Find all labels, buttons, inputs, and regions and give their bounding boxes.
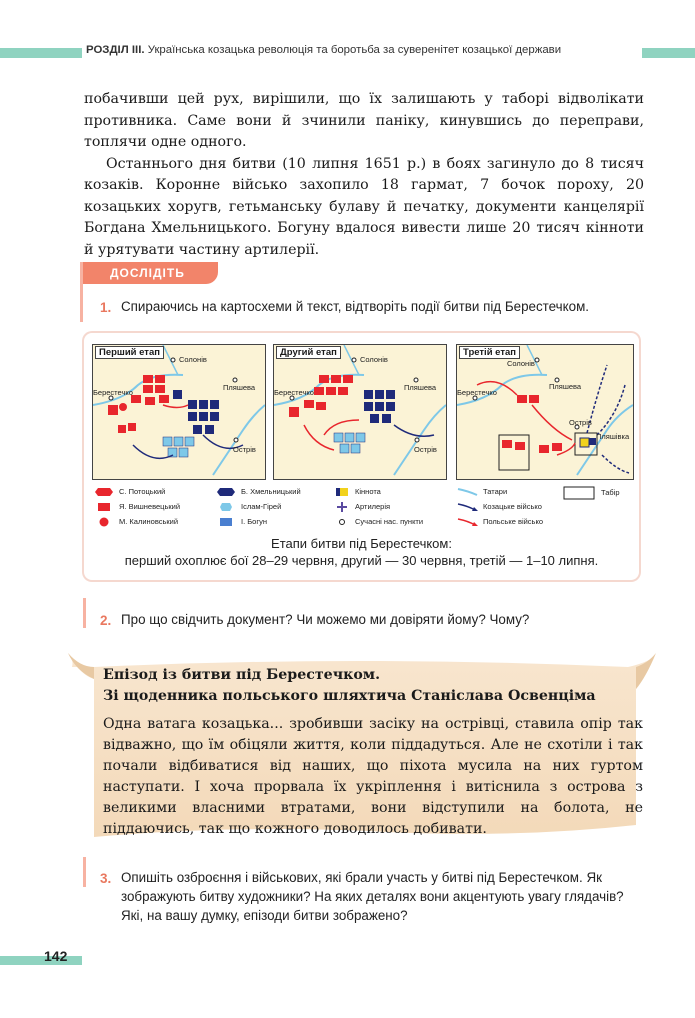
panel-3-title: Третій етап xyxy=(459,346,520,359)
document-title-2: Зі щоденника польського шляхтича Станіслава Освенціма xyxy=(103,688,596,704)
map-caption-title: Етапи битви під Берестечком: xyxy=(271,536,452,551)
potocki-symbol xyxy=(93,487,115,497)
cossack-army-arrow xyxy=(457,502,479,512)
question-2 xyxy=(100,610,111,629)
legend-vyshnevetsky: Я. Вишневецький xyxy=(119,502,181,511)
place-pliasheva-3: Пляшева xyxy=(549,382,582,391)
map-legend xyxy=(93,486,633,532)
tatars-arrow xyxy=(457,487,479,497)
paragraph-1: побачивши цей рух, вирішили, що їх залишають у таборі відволікати противника. Саме вони й зчинили паніку, кинувшись до переправи, топлячи одне одного. xyxy=(84,91,644,150)
place-solonyv-3: Солонів xyxy=(507,359,535,368)
legend-settlements: Сучасні нас. пункти xyxy=(355,517,424,526)
place-ostriv-2: Острів xyxy=(414,445,437,454)
islam-girey-symbol xyxy=(219,502,233,512)
artillery-symbol xyxy=(337,502,347,512)
map-stage-3-drawing xyxy=(457,345,633,479)
kalinowski-symbol xyxy=(99,517,109,527)
legend-polish-army: Польське військо xyxy=(483,517,543,526)
vyshnevetsky-symbol xyxy=(97,502,111,512)
place-ostriv-1: Острів xyxy=(233,445,256,454)
document-title-1: Епізод із битви під Берестечком. xyxy=(103,667,381,683)
place-pliasheva-1: Пляшева xyxy=(223,383,256,392)
explore-label: ДОСЛІДІТЬ xyxy=(110,266,185,280)
legend-artillery: Артилерія xyxy=(355,502,391,511)
panel-1-title: Перший етап xyxy=(95,346,164,359)
question-3 xyxy=(100,868,111,887)
map-panel-stage-2 xyxy=(273,344,447,480)
legend-islam-girey: Іслам-Гірей xyxy=(241,502,282,511)
khmelnytsky-symbol xyxy=(215,487,237,497)
map-stage-2-drawing xyxy=(274,345,446,479)
question-3-marker xyxy=(83,857,86,887)
legend-tatars: Татари xyxy=(483,487,508,496)
question-1 xyxy=(100,297,111,316)
legend-kalinowski: М. Калиновський xyxy=(119,517,179,526)
question-3-text: Опишіть озброєння і військових, які брали участь у битві під Берестечком. Як зображують битву художники? На яких деталях вони акцентують увагу глядачів? Які, на вашу думку, епізоди битви зображено? xyxy=(121,870,624,923)
cavalry-symbol xyxy=(335,487,349,497)
place-berestechko-2: Берестечко xyxy=(274,388,314,397)
legend-camp: Табір xyxy=(601,488,620,497)
question-2-text: Про що свідчить документ? Чи можемо ми довіряти йому? Чому? xyxy=(121,612,530,627)
place-ostriv-3: Острів xyxy=(569,418,592,427)
paragraph-2: Останнього дня битви (10 липня 1651 р.) в боях загинуло до 8 тисяч козаків. Коронне військо захопило 18 гармат, 7 бочок пороху, 20 козацьких хоругв, гетьманську булаву й печатку, документи канцелярії Богдана Хмельницького. Богуну вдалося вивести лише 20 тисяч кінноти й урятувати частину артилерії. xyxy=(84,155,644,258)
polish-army-arrow xyxy=(457,517,479,527)
place-berestechko-1: Берестечко xyxy=(93,388,133,397)
question-2-number: 2. xyxy=(100,613,112,628)
place-solonyv-1: Солонів xyxy=(179,355,207,364)
place-pliashivka-3: Пляшівка xyxy=(596,432,630,441)
map-panel-stage-1 xyxy=(92,344,266,480)
legend-cossack-army: Козацьке військо xyxy=(483,502,542,511)
panel-2-title: Другий етап xyxy=(276,346,341,359)
legend-khmelnytsky: Б. Хмельницький xyxy=(241,487,301,496)
running-header xyxy=(86,44,642,56)
legend-potocki: С. Потоцький xyxy=(119,487,166,496)
legend-bohun: І. Богун xyxy=(241,517,267,526)
bohun-symbol xyxy=(219,517,233,527)
question-3-number: 3. xyxy=(100,871,112,886)
place-berestechko-3: Берестечко xyxy=(457,388,497,397)
header-accent-right xyxy=(642,48,695,58)
question-1-text: Спираючись на картосхеми й текст, відтворіть події битви під Берестечком. xyxy=(121,299,590,314)
map-panel-stage-3 xyxy=(456,344,634,480)
camp-symbol xyxy=(563,486,595,500)
document-text: Одна ватага козацька... зробивши засіку на острівці, ставила опір так відважно, що їм обіцяли життя, коли піддадуться. Але не схотіли і так почали відбиватися від наших, що піхота мусила на них гуртом наступати. І хоча прорвала їх укріплення і витіснила з острова з великими власними втратами, вони відступили на болота, не піддаючись, так що кожного доводилось добивати. xyxy=(103,716,643,837)
place-solonyv-2: Солонів xyxy=(360,355,388,364)
header-accent-left xyxy=(0,48,82,58)
body-paragraphs xyxy=(84,89,644,261)
place-pliasheva-2: Пляшева xyxy=(404,383,437,392)
page-number-bar xyxy=(0,956,82,965)
header-section: РОЗДІЛ III. xyxy=(86,44,145,56)
question-1-number: 1. xyxy=(100,300,112,315)
legend-cavalry: Кіннота xyxy=(355,487,381,496)
question-2-marker xyxy=(83,598,86,628)
map-caption-text: перший охоплює бої 28–29 червня, другий — 30 червня, третій — 1–10 липня. xyxy=(124,553,599,568)
map-stage-1-drawing xyxy=(93,345,265,479)
header-title: Українська козацька революція та боротьба за суверенітет козацької держави xyxy=(147,44,562,56)
settlement-symbol xyxy=(338,517,346,527)
page-number: 142 xyxy=(44,948,68,964)
